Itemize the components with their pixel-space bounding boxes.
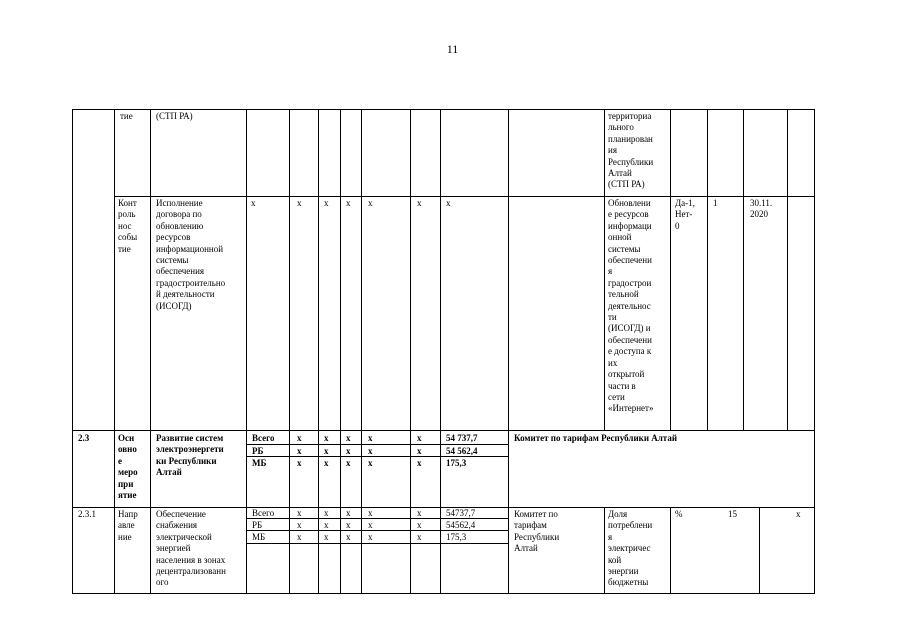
row-d-x: x — [324, 520, 329, 530]
row-d-x: x — [368, 532, 373, 542]
row-d-type: Напр авле ние — [118, 509, 138, 542]
row-d-x: x — [324, 532, 329, 542]
row-c-x: x — [417, 433, 422, 443]
row-c-x: x — [324, 446, 329, 456]
row-d-indicator: Доля потреблени я электричес кой энергии бюджетны — [608, 509, 653, 588]
row-c-x: x — [346, 458, 351, 468]
row-b-x2: x — [297, 198, 302, 208]
sub-row-divider — [246, 543, 508, 544]
row-d-x: x — [417, 532, 422, 542]
row-c-x: x — [417, 458, 422, 468]
row-d-x: x — [297, 508, 302, 518]
row-a-indicator: территориа льного планирован ия Республики Алтай (СТП РА) — [608, 111, 654, 190]
row-a-name: (СТП РА) — [156, 111, 193, 121]
row-b-name: Исполнение договора по обновлению ресурсов информационной системы обеспечения градостроительно й деятельности (ИСОГД) — [156, 198, 226, 311]
row-c-x: x — [324, 458, 329, 468]
table-bottom-border — [72, 593, 814, 594]
row-d-x: x — [368, 508, 373, 518]
row-d-total: 54737,7 — [446, 508, 476, 518]
column-divider — [707, 109, 708, 431]
row-b-unit: Да-1, Нет- 0 — [675, 198, 695, 231]
column-divider — [361, 109, 362, 594]
row-c-x: x — [297, 458, 302, 468]
row-d-x: x — [417, 508, 422, 518]
row-divider — [72, 507, 814, 508]
row-b-x6: x — [417, 198, 422, 208]
row-d-x: x — [346, 532, 351, 542]
row-c-x: x — [346, 433, 351, 443]
row-c-total-mb: 175,3 — [446, 458, 467, 468]
row-c-x: x — [297, 433, 302, 443]
row-c-x: x — [417, 446, 422, 456]
row-c-executor: Комитет по тарифам Республики Алтай — [514, 433, 678, 443]
row-d-number: 2.3.1 — [78, 509, 96, 519]
column-divider — [508, 109, 509, 594]
row-d-unit: % — [675, 509, 683, 519]
column-divider — [440, 109, 441, 594]
row-c-source-total: Всего — [252, 433, 275, 443]
row-d-x: x — [346, 508, 351, 518]
column-divider — [72, 109, 73, 594]
column-divider — [787, 109, 788, 431]
row-d-executor: Комитет по тарифам Республики Алтай — [514, 509, 560, 554]
row-b-base-value: 1 — [713, 198, 718, 208]
row-d-x: x — [346, 520, 351, 530]
row-c-type: Осн овно е меро при ятие — [118, 433, 138, 501]
row-d-source-rb: РБ — [252, 520, 263, 530]
column-divider — [410, 109, 411, 594]
row-c-x: x — [368, 446, 373, 456]
row-c-x: x — [297, 446, 302, 456]
row-b-x4: x — [346, 198, 351, 208]
row-b-x5: x — [368, 198, 373, 208]
column-divider — [670, 109, 671, 431]
row-c-number: 2.3 — [78, 433, 90, 443]
row-d-total-rb: 54562,4 — [446, 520, 476, 530]
column-divider — [246, 109, 247, 594]
column-divider — [114, 109, 115, 594]
column-divider — [670, 507, 671, 594]
row-c-x: x — [346, 446, 351, 456]
column-divider — [759, 507, 760, 594]
row-c-name: Развитие систем электроэнергети ки Республики Алтай — [156, 433, 224, 478]
row-c-total-rb: 54 562,4 — [446, 446, 478, 456]
row-divider — [114, 196, 814, 197]
row-b-date: 30.11. 2020 — [750, 198, 773, 220]
row-c-source-mb: МБ — [252, 458, 267, 468]
column-divider — [604, 109, 605, 431]
row-c-x: x — [368, 458, 373, 468]
column-divider — [289, 109, 290, 594]
column-divider — [604, 507, 605, 594]
row-b-x1: x — [251, 198, 256, 208]
row-b-indicator: Обновлени е ресурсов информаци онной системы обеспечени я градострои тельной деятельнос ти (ИСОГД) и обеспечени е доступа к их открытой части в сети «Интернет» — [608, 198, 654, 414]
column-divider — [340, 109, 341, 594]
row-a-type: тие — [120, 111, 133, 121]
column-divider — [150, 109, 151, 594]
row-d-name: Обеспечение снабжения электрической энергией населения в зонах децентрализованн ого — [156, 509, 226, 588]
column-divider — [743, 109, 744, 431]
row-c-x: x — [368, 433, 373, 443]
row-d-x: x — [417, 520, 422, 530]
row-d-x: x — [297, 532, 302, 542]
row-d-x: x — [368, 520, 373, 530]
row-d-x: x — [297, 520, 302, 530]
page-number: 11 — [446, 42, 459, 56]
row-d-last-value: x — [796, 509, 801, 519]
row-d-x: x — [324, 508, 329, 518]
row-b-x3: x — [324, 198, 329, 208]
row-d-base-value: 15 — [728, 509, 737, 519]
row-d-source-total: Всего — [252, 508, 275, 518]
row-c-total: 54 737,7 — [446, 433, 478, 443]
row-divider — [72, 430, 814, 431]
table-right-border — [814, 109, 815, 594]
row-d-source-mb: МБ — [252, 532, 266, 542]
row-b-x7: x — [446, 198, 451, 208]
row-c-source-rb: РБ — [252, 446, 264, 456]
row-d-total-mb: 175,3 — [446, 532, 467, 542]
table-top-border — [72, 109, 814, 110]
row-c-x: x — [324, 433, 329, 443]
row-b-type: Конт роль нос собы тие — [118, 198, 138, 254]
column-divider — [318, 109, 319, 594]
